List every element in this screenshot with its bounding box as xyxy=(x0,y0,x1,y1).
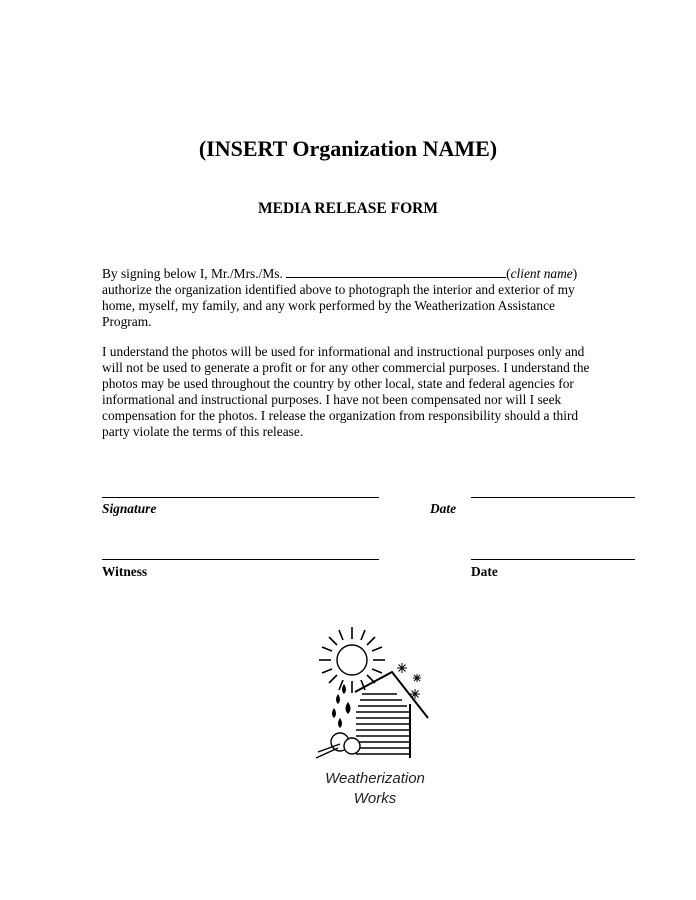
wind-icon xyxy=(316,733,360,758)
authorization-rest: authorize the organization identified above to photograph the interior and exterior of my home, myself, my family, and any work performed by the Weatherization Assistance Program. xyxy=(102,282,575,329)
date-label-1: Date xyxy=(430,501,457,516)
signature-label: Signature xyxy=(102,501,157,516)
authorization-lead: By signing below I, Mr./Mrs./Ms. xyxy=(102,266,287,281)
witness-label: Witness xyxy=(102,564,148,579)
date-label-2: Date xyxy=(471,564,498,579)
date-line-1[interactable] xyxy=(471,497,635,498)
logo-text-line1: Weatherization xyxy=(325,770,425,787)
witness-line[interactable] xyxy=(102,559,379,560)
weatherization-logo-icon xyxy=(300,622,450,772)
logo-text-line2: Works xyxy=(353,790,397,807)
authorization-paragraph: By signing below I, Mr./Mrs./Ms. (client name) authorize the organization identified above to photograph the interior and exterior of my home, myself, my family, and any work performed by the Weatherization Assistance Program. xyxy=(102,266,578,329)
date-line-2[interactable] xyxy=(471,559,635,560)
page-title: (INSERT Organization NAME) xyxy=(198,136,498,161)
house-icon xyxy=(355,672,428,758)
terms-paragraph: I understand the photos will be used for informational and instructional purposes only and will not be used to generate a profit or for any other commercial purposes. I understand the photos may be used throughout the country by other local, state and federal agencies for informational and instructional purposes. I have not been compensated nor will I seek compensation for the photos. I release the organization from responsibility should a third party violate the terms of this release. xyxy=(102,344,590,439)
form-subtitle: MEDIA RELEASE FORM xyxy=(258,200,438,217)
signature-line[interactable] xyxy=(102,497,379,498)
sun-icon xyxy=(319,627,385,693)
client-name-hint: client name xyxy=(510,266,573,281)
client-name-blank[interactable] xyxy=(286,265,506,278)
raindrop-icon xyxy=(332,684,351,728)
